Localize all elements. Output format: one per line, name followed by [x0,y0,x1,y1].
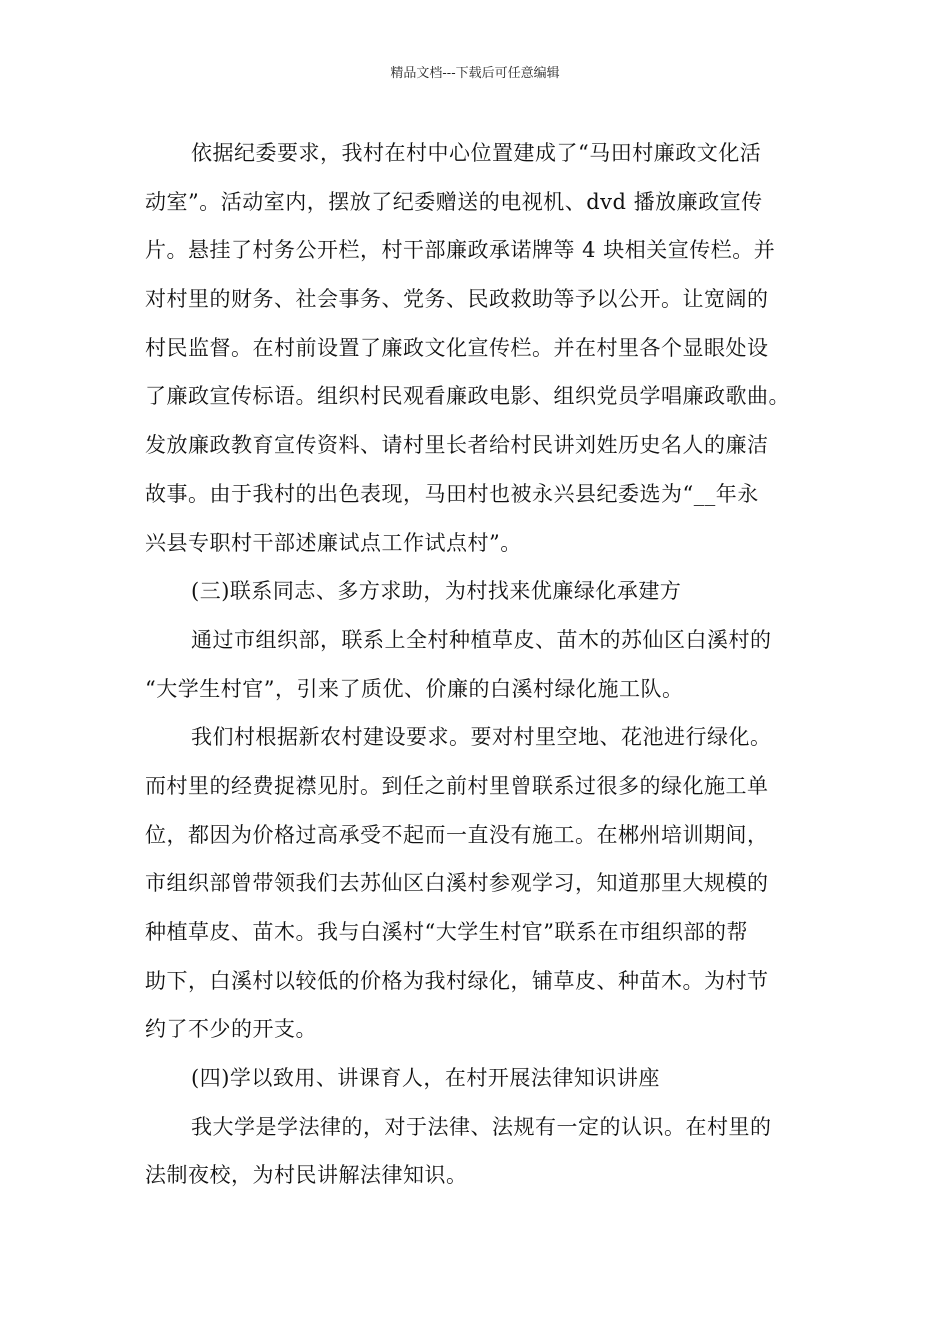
text-line: 对村里的财务、社会事务、党务、民政救助等予以公开。让宽阔的 [145,287,769,312]
text-line: 我们村根据新农村建设要求。要对村里空地、花池进行绿化。 [191,725,772,750]
text-line: 位，都因为价格过高承受不起而一直没有施工。在郴州培训期间， [145,822,769,847]
text-line: 发放廉政教育宣传资料、请村里长者给村民讲刘姓历史名人的廉洁 [145,433,769,458]
text-line: 市组织部曾带领我们去苏仙区白溪村参观学习，知道那里大规模的 [145,871,769,896]
text-line: 助下，白溪村以较低的价格为我村绿化，铺草皮、种苗木。为村节 [145,968,769,993]
text-line: 兴县专职村干部述廉试点工作试点村”。 [145,530,522,555]
text-line: 村民监督。在村前设置了廉政文化宣传栏。并在村里各个显眼处设 [145,335,769,360]
text-line: 故事。由于我村的出色表现，马田村也被永兴县纪委选为“__年永 [145,481,759,506]
text-line: 种植草皮、苗木。我与白溪村“大学生村官”联系在市组织部的帮 [145,920,748,944]
text-line: 片。悬挂了村务公开栏，村干部廉政承诺牌等 4 块相关宣传栏。并 [145,238,776,263]
text-line: 通过市组织部，联系上全村种植草皮、苗木的苏仙区白溪村的 [191,627,772,652]
text-line: 动室”。活动室内，摆放了纪委赠送的电视机、dvd 播放廉政宣传 [145,189,763,214]
page-header: 精品文档---下载后可任意编辑 [390,66,560,81]
text-line: 我大学是学法律的，对于法律、法规有一定的认识。在村里的 [191,1114,772,1139]
text-line: 了廉政宣传标语。组织村民观看廉政电影、组织党员学唱廉政歌曲。 [145,384,790,409]
text-line: 约了不少的开支。 [145,1017,317,1042]
text-line: “大学生村官”，引来了质优、价廉的白溪村绿化施工队。 [145,676,684,701]
text-line: 依据纪委要求，我村在村中心位置建成了“马田村廉政文化活 [191,141,762,165]
document-body [145,129,825,1200]
text-line: 而村里的经费捉襟见肘。到任之前村里曾联系过很多的绿化施工单 [145,773,769,798]
text-line: (三)联系同志、多方求助，为村找来优廉绿化承建方 [191,579,682,604]
text-line: (四)学以致用、讲课育人，在村开展法律知识讲座 [191,1066,660,1091]
text-line: 法制夜校，为村民讲解法律知识。 [145,1163,468,1188]
